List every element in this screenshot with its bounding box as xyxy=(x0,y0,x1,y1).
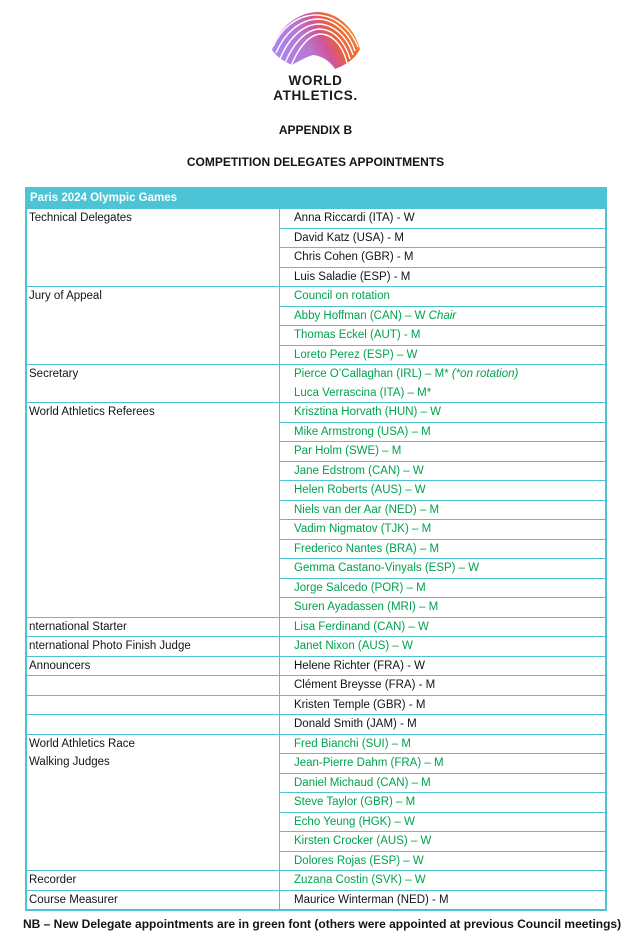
delegate-name: Kirsten Crocker (AUS) – W xyxy=(294,835,432,847)
delegate-entry xyxy=(280,696,605,715)
table-section xyxy=(27,714,605,734)
delegate-name: Clément Breysse (FRA) - M xyxy=(294,679,436,691)
role-label xyxy=(29,696,279,715)
delegate-name: Thomas Eckel (AUT) - M xyxy=(294,329,421,341)
delegate-entry xyxy=(280,715,605,734)
delegate-entry xyxy=(280,831,605,851)
delegate-entry xyxy=(280,422,605,442)
delegate-name: Lisa Ferdinand (CAN) – W xyxy=(294,620,429,633)
role-label xyxy=(29,676,279,695)
entries-cell xyxy=(280,365,605,402)
role-cell xyxy=(27,365,280,402)
footer-note: NB – New Delegate appointments are in green font (others were appointed at previous Council meetings) xyxy=(23,917,621,931)
delegate-name: Par Holm (SWE) – M xyxy=(294,445,402,457)
table-header: Paris 2024 Olympic Games xyxy=(27,189,605,208)
delegate-entry xyxy=(280,345,605,365)
delegate-name: Maurice Winterman (NED) - M xyxy=(294,893,449,906)
role-label: Walking Judges xyxy=(29,756,110,768)
delegate-entry xyxy=(280,247,605,267)
delegate-name: Steve Taylor (GBR) – M xyxy=(294,796,416,808)
delegate-entry xyxy=(280,228,605,248)
entries-cell xyxy=(280,715,605,734)
delegate-entry xyxy=(280,287,605,306)
delegate-name: Luis Saladie (ESP) - M xyxy=(294,270,411,283)
role-label: Recorder xyxy=(29,874,77,886)
delegate-name: Daniel Michaud (CAN) – M xyxy=(294,776,431,789)
table-section xyxy=(27,402,605,617)
delegate-name: Pierce O’Callaghan (IRL) – M* (*on rotation) xyxy=(294,368,519,380)
table-section xyxy=(27,695,605,715)
role-cell xyxy=(27,891,280,910)
delegate-entry xyxy=(280,792,605,812)
delegate-name: Mike Armstrong (USA) – M xyxy=(294,425,431,438)
table-section xyxy=(27,636,605,656)
delegate-name: Jorge Salcedo (POR) – M xyxy=(294,581,426,594)
delegate-entry xyxy=(280,597,605,617)
role-cell xyxy=(27,735,280,871)
table-section xyxy=(27,675,605,695)
table-section xyxy=(27,208,605,286)
delegate-name: Jean-Pierre Dahm (FRA) – M xyxy=(294,757,444,769)
role-label: Jury of Appeal xyxy=(29,290,102,302)
entries-cell xyxy=(280,891,605,910)
role-label: nternational Starter xyxy=(29,620,127,633)
delegate-name: Anna Riccardi (ITA) - W xyxy=(294,212,415,224)
table-section xyxy=(27,870,605,890)
role-label: Secretary xyxy=(29,368,79,380)
delegate-name: Echo Yeung (HGK) – W xyxy=(294,815,415,828)
delegate-entry xyxy=(280,519,605,539)
entries-cell xyxy=(280,676,605,695)
delegate-entry xyxy=(280,558,605,578)
appendix-title: APPENDIX B xyxy=(278,123,353,137)
delegate-entry xyxy=(280,209,605,228)
table-section xyxy=(27,286,605,364)
italic-annotation: Chair xyxy=(428,309,457,322)
table-section xyxy=(27,617,605,637)
delegate-name: Helene Richter (FRA) - W xyxy=(294,659,425,672)
table-section xyxy=(27,364,605,402)
delegate-name: Abby Hoffman (CAN) – W Chair xyxy=(294,309,457,322)
delegate-entry xyxy=(280,365,605,402)
role-label: nternational Photo Finish Judge xyxy=(29,640,191,652)
role-cell xyxy=(27,209,280,286)
delegate-name: Loreto Perez (ESP) – W xyxy=(294,348,418,361)
role-label: World Athletics Race xyxy=(29,737,135,750)
role-cell xyxy=(27,618,280,637)
role-cell xyxy=(27,715,280,734)
delegate-name: Janet Nixon (AUS) – W xyxy=(294,640,413,652)
delegate-name: Helen Roberts (AUS) – W xyxy=(294,484,426,496)
delegate-entry xyxy=(280,403,605,422)
delegate-entry xyxy=(280,578,605,598)
role-cell xyxy=(27,637,280,656)
delegate-name: Fred Bianchi (SUI) – M xyxy=(294,737,411,750)
role-label: Announcers xyxy=(29,659,91,672)
delegate-entry xyxy=(280,441,605,461)
delegate-name: Dolores Rojas (ESP) – W xyxy=(294,854,424,867)
role-cell xyxy=(27,696,280,715)
document-title: COMPETITION DELEGATES APPOINTMENTS xyxy=(186,155,445,169)
delegate-entry xyxy=(280,539,605,559)
delegate-name: Niels van der Aar (NED) – M xyxy=(294,503,440,516)
italic-annotation: (*on rotation) xyxy=(451,368,519,380)
delegate-entry xyxy=(280,657,605,676)
delegate-name: Chris Cohen (GBR) - M xyxy=(294,251,414,263)
delegate-name: Donald Smith (JAM) - M xyxy=(294,718,417,730)
brand-wordmark xyxy=(0,73,631,103)
role-cell xyxy=(27,657,280,676)
delegate-name: Vadim Nigmatov (TJK) – M xyxy=(294,523,432,535)
entries-cell xyxy=(280,657,605,676)
table-section xyxy=(27,656,605,676)
delegate-entry xyxy=(280,500,605,520)
role-label: Technical Delegates xyxy=(29,212,132,224)
entries-cell xyxy=(280,287,605,364)
delegate-entry xyxy=(280,676,605,695)
role-cell xyxy=(27,676,280,695)
role-cell xyxy=(27,403,280,617)
role-label: World Athletics Referees xyxy=(29,406,155,418)
role-cell xyxy=(27,287,280,364)
delegate-name: Frederico Nantes (BRA) – M xyxy=(294,542,440,555)
role-cell xyxy=(27,871,280,890)
delegate-entry xyxy=(280,461,605,481)
delegate-entry xyxy=(280,851,605,871)
delegate-entry xyxy=(280,773,605,793)
delegate-name: Jane Edstrom (CAN) – W xyxy=(294,464,424,477)
logo-block xyxy=(0,0,631,71)
delegate-entry xyxy=(280,637,605,656)
role-label xyxy=(29,715,279,734)
entries-cell xyxy=(280,696,605,715)
delegate-name: Krisztina Horvath (HUN) – W xyxy=(294,406,441,418)
delegate-name: Kristen Temple (GBR) - M xyxy=(294,698,426,711)
entries-cell xyxy=(280,637,605,656)
delegate-entry xyxy=(280,267,605,287)
brand-line-1: WORLD xyxy=(288,73,343,88)
delegate-name: Suren Ayadassen (MRI) – M xyxy=(294,601,439,613)
delegate-entry xyxy=(280,753,605,773)
entries-cell xyxy=(280,735,605,871)
delegate-entry xyxy=(280,871,605,890)
entries-cell xyxy=(280,209,605,286)
delegate-entry xyxy=(280,735,605,754)
delegate-entry xyxy=(280,812,605,832)
table-section xyxy=(27,890,605,910)
brand-line-2: ATHLETICS. xyxy=(273,88,358,103)
delegate-entry xyxy=(280,891,605,910)
table-section xyxy=(27,734,605,871)
role-label: Course Measurer xyxy=(29,893,118,906)
world-athletics-logo xyxy=(270,9,362,71)
delegate-name: Luca Verrascina (ITA) – M* xyxy=(294,386,432,399)
entries-cell xyxy=(280,403,605,617)
delegate-name: Gemma Castano-Vinyals (ESP) – W xyxy=(294,562,480,574)
delegate-name: Council on rotation xyxy=(294,290,390,302)
delegate-entry xyxy=(280,618,605,637)
delegate-entry xyxy=(280,480,605,500)
delegate-entry xyxy=(280,325,605,345)
delegate-entry xyxy=(280,306,605,326)
entries-cell xyxy=(280,871,605,890)
delegate-name: Zuzana Costin (SVK) – W xyxy=(294,874,426,886)
entries-cell xyxy=(280,618,605,637)
delegates-table xyxy=(25,187,607,911)
delegate-name: David Katz (USA) - M xyxy=(294,231,404,244)
